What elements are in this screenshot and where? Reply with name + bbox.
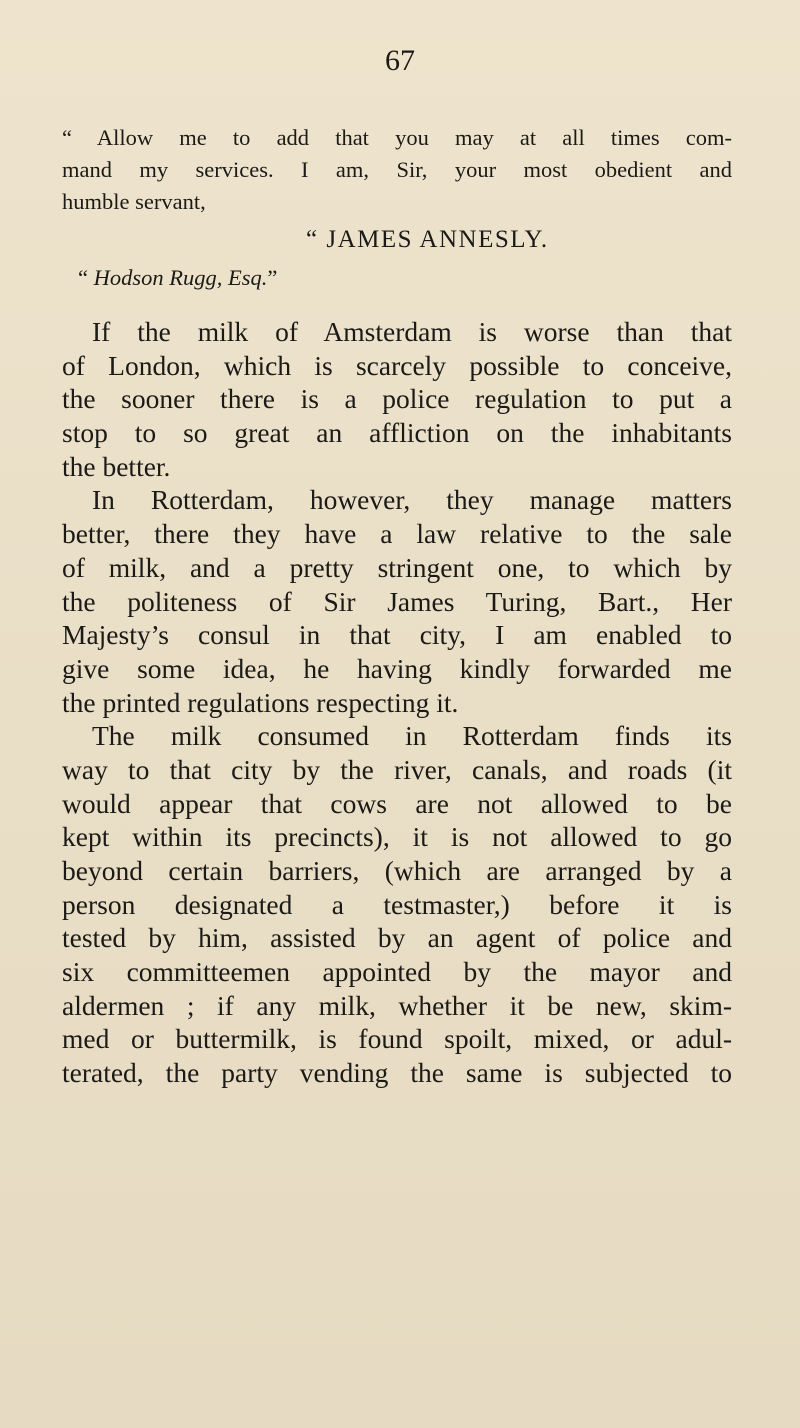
text-line: would appear that cows are not allowed to be — [62, 787, 732, 819]
text-line: the sooner there is a police regulation to put a — [62, 383, 732, 415]
page-number: 67 — [385, 44, 415, 77]
letter-addressee — [62, 262, 732, 294]
text-line: humble servant, — [62, 189, 206, 214]
text-line: of milk, and a pretty stringent one, to which by — [62, 551, 732, 583]
text-line: stop to so great an affliction on the inhabitants — [62, 417, 732, 449]
text-line: of London, which is scarcely possible to conceive, — [62, 349, 732, 381]
text-line: six committeemen appointed by the mayor and — [62, 956, 732, 988]
text-line: tested by him, assisted by an agent of police and — [62, 922, 732, 954]
text-line: beyond certain barriers, (which are arranged by a — [62, 855, 732, 886]
addressee-close-quote: ” — [267, 265, 278, 290]
text-line: way to that city by the river, canals, and roads (it — [62, 753, 732, 785]
page-body — [62, 122, 732, 1090]
text-line: mand my services. I am, Sir, your most obedient and — [62, 157, 732, 182]
paragraph-amsterdam — [62, 315, 732, 483]
text-line: the politeness of Sir James Turing, Bart., Her — [62, 585, 732, 617]
text-line: terated, the party vending the same is subjected to — [62, 1057, 732, 1089]
paragraph-rotterdam — [62, 483, 732, 719]
addressee-name: Hodson Rugg, Esq. — [93, 265, 268, 290]
text-line: In Rotterdam, however, they manage matters — [92, 484, 732, 516]
paragraph-milk-consumed — [62, 719, 732, 1090]
letter-closing — [62, 122, 732, 294]
text-line: “ Allow me to add that you may at all times com- — [62, 125, 732, 150]
text-line: give some idea, he having kindly forwarded me — [62, 652, 732, 684]
text-line: If the milk of Amsterdam is worse than that — [92, 316, 732, 347]
addressee-open-quote: “ — [78, 265, 94, 290]
text-line: kept within its precincts), it is not allowed to go — [62, 821, 732, 853]
text-line: the printed regulations respecting it. — [62, 686, 459, 718]
text-line: med or buttermilk, is found spoilt, mixed, or adul- — [62, 1023, 732, 1055]
text-line: Majesty’s consul in that city, I am enabled to — [62, 619, 732, 651]
text-line: aldermen ; if any milk, whether it be new, skim- — [62, 989, 732, 1021]
text-line: better, there they have a law relative to the sale — [62, 518, 732, 550]
letter-signature: “ JAMES ANNESLY. — [306, 226, 549, 253]
text-line: The milk consumed in Rotterdam finds its — [92, 720, 732, 752]
text-line: person designated a testmaster,) before it is — [62, 888, 732, 920]
text-line: the better. — [62, 450, 171, 482]
